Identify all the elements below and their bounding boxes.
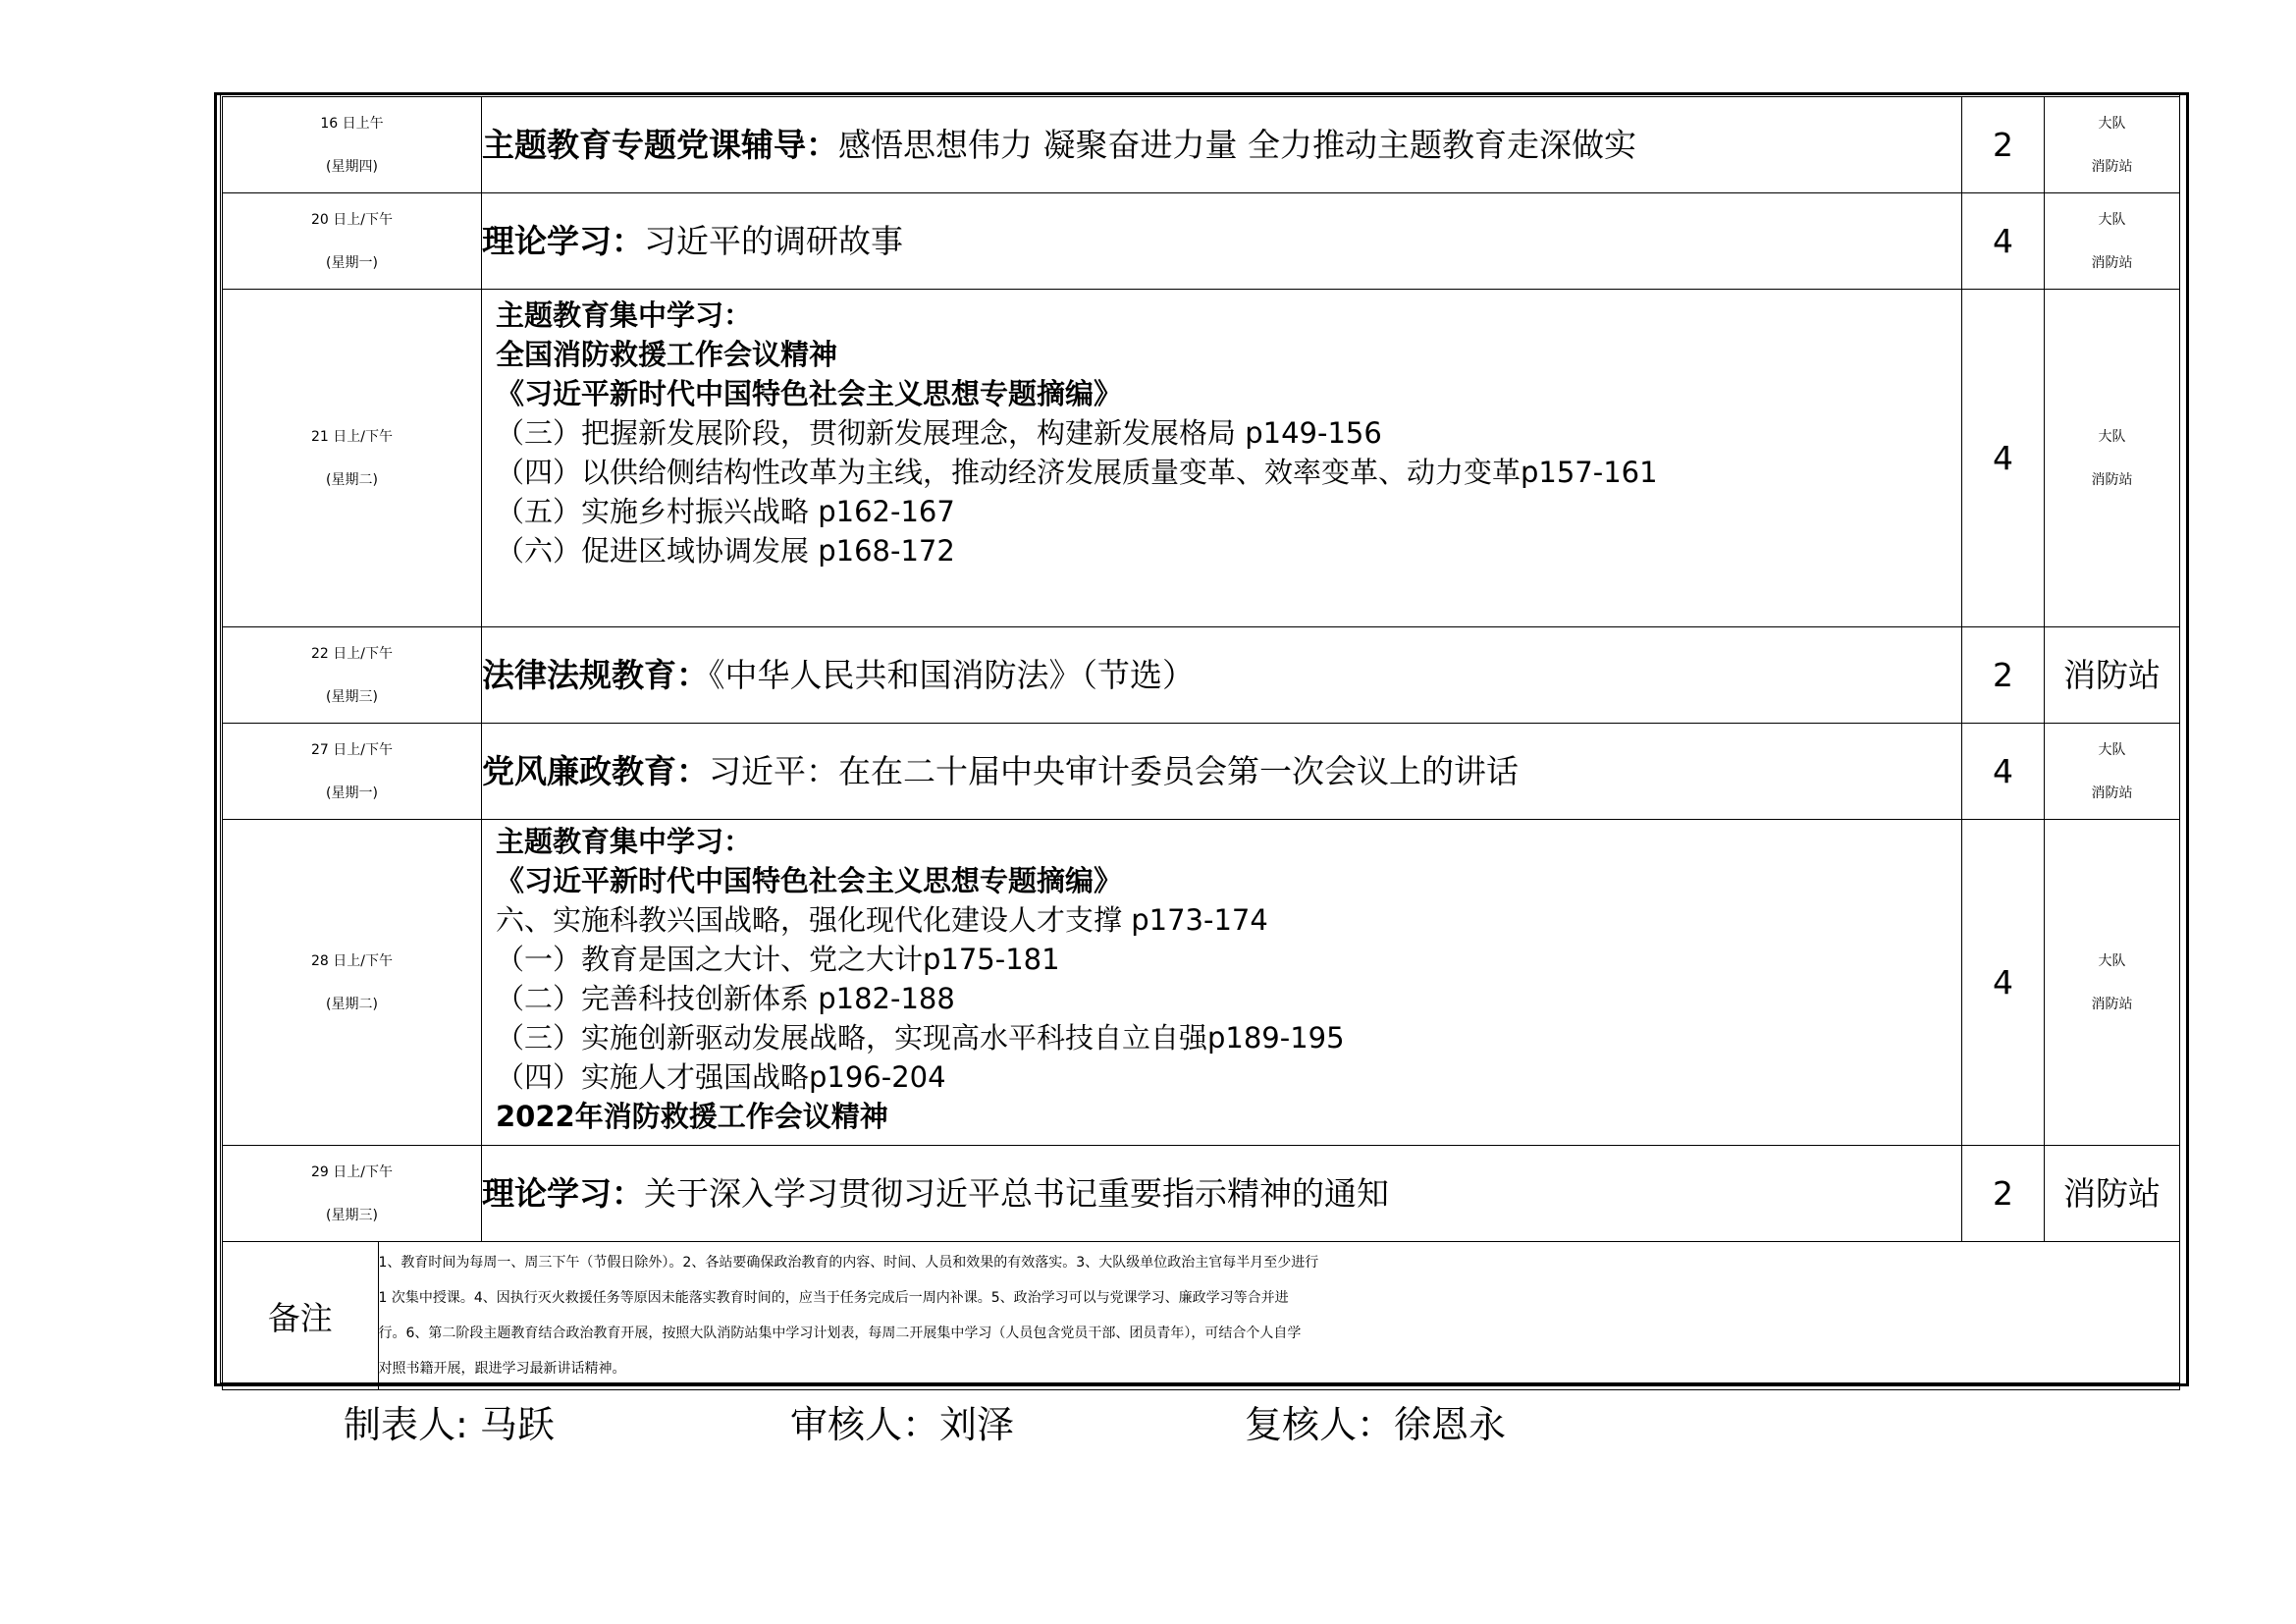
content-cell [482,820,1962,1146]
date-text: 28 日上/下午 [311,952,393,969]
date-cell [223,97,482,193]
weekday-text: (星期二) [326,471,378,488]
date-cell [223,1146,482,1242]
hours-cell: 4 [1962,193,2045,290]
footer-rechecker: 复核人：徐恩永 [1245,1403,1507,1446]
place-line-2: 消防站 [2091,785,2133,801]
date-text: 21 日上/下午 [311,428,393,445]
date-text: 27 日上/下午 [311,741,393,758]
content-cell [482,1146,1962,1242]
content-label: 主题教育专题党课辅导： [482,125,838,164]
date-text: 16 日上午 [320,115,384,132]
content-line: （四）以供给侧结构性改革为主线，推动经济发展质量变革、效率变革、动力变革p157-161 [496,456,1658,489]
schedule-table [222,96,2180,1390]
weekday-text: (星期一) [326,785,378,801]
content-line: 2022年消防救援工作会议精神 [496,1100,888,1133]
hours-cell: 2 [1962,97,2045,193]
notes-line: 对照书籍开展，跟进学习最新讲话精神。 [378,1361,626,1377]
date-cell [223,820,482,1146]
weekday-text: (星期四) [326,158,378,175]
notes-label: 备注 [223,1242,378,1389]
place-line-1: 大队 [2098,115,2126,132]
footer-maker: 制表人: 马跃 [344,1403,555,1446]
content-text: 感悟思想伟力 凝聚奋进力量 全力推动主题教育走深做实 [838,125,1636,164]
content-line: （三）实施创新驱动发展战略，实现高水平科技自立自强p189-195 [496,1021,1345,1055]
table-row [223,627,2180,724]
date-text: 20 日上/下午 [311,211,393,228]
place-line-1: 大队 [2098,211,2126,228]
content-line: （三）把握新发展阶段，贯彻新发展理念，构建新发展格局 p149-156 [496,416,1382,450]
place-cell: 消防站 [2045,627,2180,724]
content-cell [482,724,1962,820]
content-text: 《中华人民共和国消防法》（节选） [709,655,1195,694]
hours-cell: 2 [1962,1146,2045,1242]
place-line-2: 消防站 [2091,158,2133,175]
content-text: 习近平的调研故事 [644,221,903,260]
content-cell [482,627,1962,724]
place-cell [2045,820,2180,1146]
table-row [223,820,2180,1146]
place-line-1: 大队 [2098,428,2126,445]
place-cell [2045,97,2180,193]
content-label: 法律法规教育： [482,655,709,694]
table-row [223,1146,2180,1242]
place-line-1: 大队 [2098,741,2126,758]
notes-inner-table [223,1242,2179,1389]
content-text: 关于深入学习贯彻习近平总书记重要指示精神的通知 [644,1173,1389,1213]
hours-cell: 4 [1962,820,2045,1146]
hours-cell: 4 [1962,290,2045,627]
hours-cell: 2 [1962,627,2045,724]
footer-reviewer: 审核人：刘泽 [790,1403,1015,1446]
date-text: 22 日上/下午 [311,645,393,662]
content-line: （二）完善科技创新体系 p182-188 [496,982,955,1015]
date-cell [223,193,482,290]
table-row [223,290,2180,627]
date-cell [223,724,482,820]
content-cell [482,290,1962,627]
weekday-text: (星期三) [326,688,378,705]
content-line: （四）实施人才强国战略p196-204 [496,1060,946,1094]
content-label: 党风廉政教育： [482,751,709,790]
notes-line: 1、教育时间为每周一、周三下午（节假日除外）。2、各站要确保政治教育的内容、时间、人员和效果的有效落实。3、大队级单位政治主官每半月至少进行 [378,1255,1319,1271]
table-row [223,97,2180,193]
place-line-1: 大队 [2098,952,2126,969]
notes-text [378,1242,2179,1389]
place-cell [2045,724,2180,820]
place-cell [2045,193,2180,290]
place-line-2: 消防站 [2091,996,2133,1012]
content-line: 《习近平新时代中国特色社会主义思想专题摘编》 [496,377,1123,410]
content-line: 全国消防救援工作会议精神 [496,338,838,371]
content-label: 理论学习： [482,221,644,260]
date-cell [223,290,482,627]
notes-line: 1 次集中授课。4、因执行灭火救援任务等原因未能落实教育时间的，应当于任务完成后一周内补课。5、政治学习可以与党课学习、廉政学习等合并进 [378,1290,1289,1306]
notes-row [223,1242,2180,1390]
content-line: （一）教育是国之大计、党之大计p175-181 [496,943,1060,976]
notes-line: 行。6、第二阶段主题教育结合政治教育开展，按照大队消防站集中学习计划表，每周二开展集中学习（人员包含党员干部、团员青年），可结合个人自学 [378,1326,1302,1341]
weekday-text: (星期一) [326,254,378,271]
content-line: 主题教育集中学习： [496,298,753,332]
content-text: 习近平：在在二十届中央审计委员会第一次会议上的讲话 [709,751,1519,790]
content-line: 主题教育集中学习： [496,825,753,858]
content-cell [482,193,1962,290]
content-line: （六）促进区域协调发展 p168-172 [496,534,955,568]
content-label: 理论学习： [482,1173,644,1213]
notes-cell [223,1242,2180,1390]
hours-cell: 4 [1962,724,2045,820]
weekday-text: (星期三) [326,1207,378,1223]
place-cell [2045,290,2180,627]
table-row [223,724,2180,820]
place-cell: 消防站 [2045,1146,2180,1242]
content-cell [482,97,1962,193]
weekday-text: (星期二) [326,996,378,1012]
date-text: 29 日上/下午 [311,1164,393,1180]
place-line-2: 消防站 [2091,254,2133,271]
place-line-2: 消防站 [2091,471,2133,488]
content-line: 六、实施科教兴国战略，强化现代化建设人才支撑 p173-174 [496,903,1268,937]
content-line: （五）实施乡村振兴战略 p162-167 [496,495,955,528]
date-cell [223,627,482,724]
table-row [223,193,2180,290]
content-line: 《习近平新时代中国特色社会主义思想专题摘编》 [496,864,1123,897]
